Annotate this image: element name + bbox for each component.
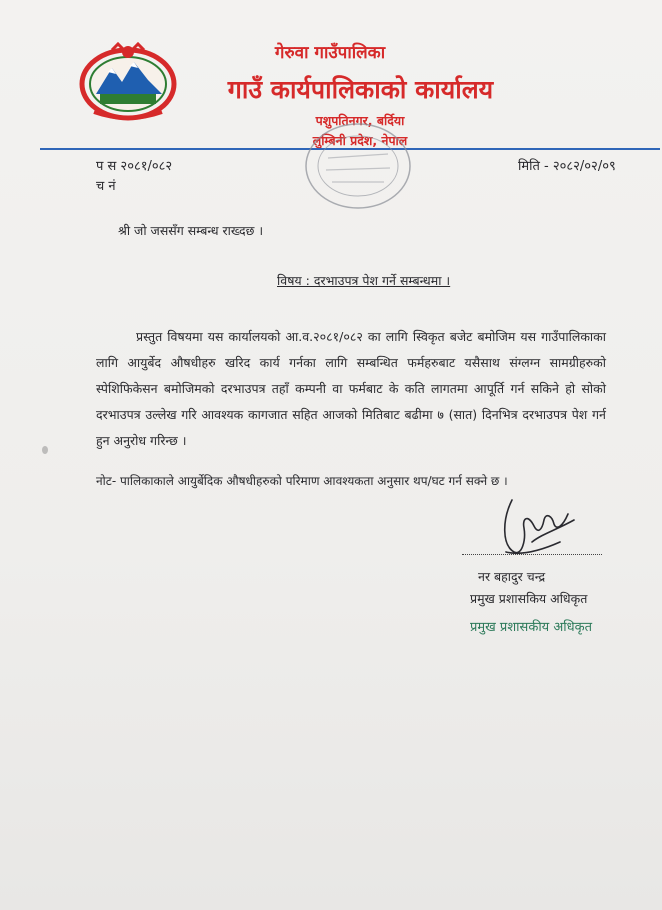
paper-spot <box>42 446 48 454</box>
reference-number: प स २०८१/०८२ <box>96 159 173 174</box>
signatory-name: नर बहादुर चन्द्र <box>478 569 546 584</box>
nepal-emblem-icon <box>78 38 178 122</box>
address-line-1: पशुपतिनगर, बर्दिया <box>315 113 405 128</box>
letter-date: मिति - २०८२/०२/०९ <box>518 159 616 174</box>
signatory-title: प्रमुख प्रशासकिय अधिकृत <box>470 591 588 606</box>
dispatch-number: च नं <box>96 179 116 194</box>
salutation: श्री जो जससँग सम्बन्ध राख्दछ । <box>118 223 264 238</box>
signature-line <box>462 554 602 555</box>
office-seal-icon <box>298 118 418 218</box>
designation-stamp: प्रमुख प्रशासकीय अधिकृत <box>470 620 593 635</box>
office-name: गाउँ कार्यपालिकाको कार्यालय <box>227 75 494 104</box>
address-line-2: लुम्बिनी प्रदेश, नेपाल <box>312 133 408 148</box>
signature-icon <box>482 490 592 570</box>
note-line: नोट- पालिकाकाले आयुर्बेदिक औषधीहरुको परिमाण आवश्यकता अनुसार थप/घट गर्न सक्ने छ । <box>96 474 508 488</box>
subject-line: विषय : दरभाउपत्र पेश गर्ने सम्बन्धमा । <box>277 273 451 288</box>
municipality-name: गेरुवा गाउँपालिका <box>274 43 386 63</box>
letter-body: प्रस्तुत विषयमा यस कार्यालयको आ.व.२०८१/०८२ का लागि स्विकृत बजेट बमोजिम यस गाउँपालिकाका लागि आयुर्बेद औषधीहरु खरिद कार्य गर्नका लागि सम्बन्धित फर्महरुबाट यसैसाथ संग्लग्न सामग्रीहरुको स्पेशिफिकेसन बमोजिमको दरभाउपत्र तहाँ कम्पनी वा फर्मबाट के कति लागतमा आपूर्ति गर्न सकिने हो सोको दरभाउपत्र उल्लेख गरि आवश्यक कागजात सहित आजको मितिबाट बढीमा ७ (सात) दिनभित्र दरभाउपत्र पेश गर्न हुन अनुरोध गरिन्छ । <box>96 329 606 448</box>
